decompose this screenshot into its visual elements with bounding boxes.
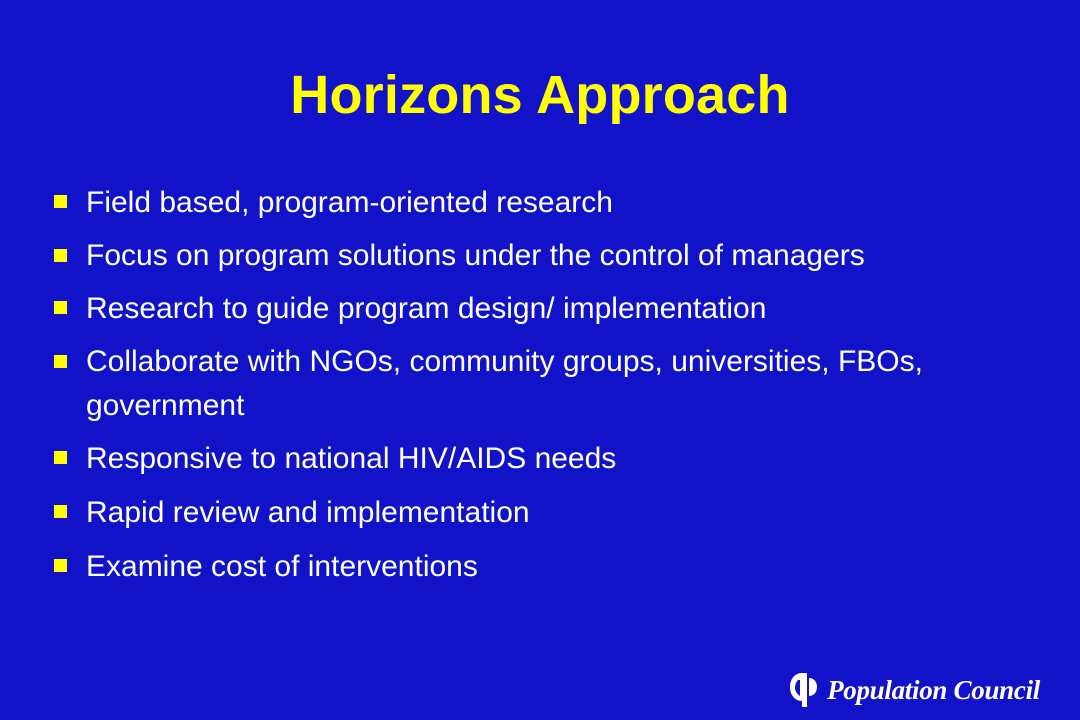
bullet-item: [54, 286, 954, 332]
bullet-text: Collaborate with NGOs, community groups, universities, FBOs, government: [86, 345, 923, 422]
bullet-item: [54, 490, 954, 536]
bullet-text: Responsive to national HIV/AIDS needs: [86, 442, 617, 475]
square-bullet-icon: [54, 355, 67, 368]
bullet-text: Research to guide program design/ implementation: [86, 292, 767, 325]
bullet-item: [54, 180, 954, 226]
population-council-logo-mark-icon: [787, 672, 819, 708]
square-bullet-icon: [54, 505, 67, 518]
square-bullet-icon: [54, 559, 67, 572]
bullet-list: [54, 180, 954, 598]
bullet-item: [54, 544, 954, 590]
population-council-logo: [787, 670, 1040, 710]
population-council-logo-text: Population Council: [827, 675, 1040, 705]
slide-title: Horizons Approach: [290, 65, 790, 125]
square-bullet-icon: [54, 195, 67, 208]
square-bullet-icon: [54, 249, 67, 262]
bullet-text: Examine cost of interventions: [86, 550, 478, 583]
bullet-text: Focus on program solutions under the control of managers: [86, 239, 865, 272]
square-bullet-icon: [54, 451, 67, 464]
bullet-item: [54, 340, 954, 428]
square-bullet-icon: [54, 301, 67, 314]
bullet-item: [54, 436, 954, 482]
bullet-item: [54, 234, 954, 278]
bullet-text: Rapid review and implementation: [86, 496, 530, 529]
bullet-text: Field based, program-oriented research: [86, 186, 613, 219]
